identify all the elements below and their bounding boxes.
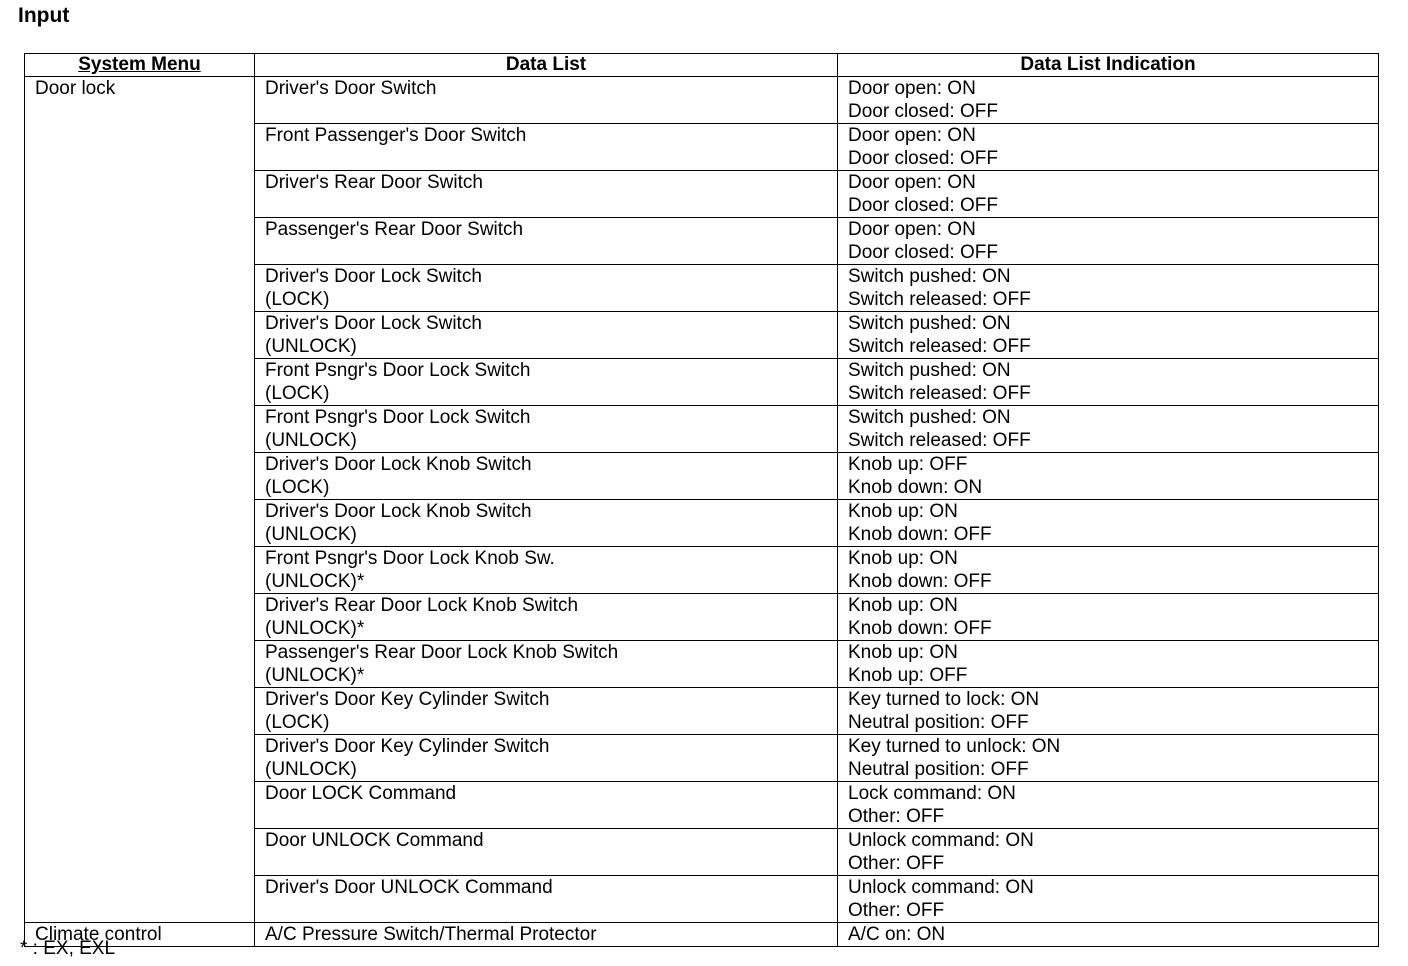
indication-text: Neutral position: OFF bbox=[848, 712, 1029, 733]
data-list-text: (LOCK) bbox=[265, 477, 330, 498]
data-list-text: Driver's Door Lock Switch bbox=[265, 313, 482, 334]
data-list-indication-cell bbox=[838, 688, 1379, 735]
data-list-indication-cell bbox=[838, 77, 1379, 124]
data-list-indication-cell bbox=[838, 453, 1379, 500]
indication-text: Switch pushed: ON bbox=[848, 360, 1011, 381]
data-list-text: (LOCK) bbox=[265, 289, 330, 310]
indication-text: Knob up: ON bbox=[848, 642, 958, 663]
data-list-text: Driver's Door Switch bbox=[265, 78, 437, 99]
column-header-data-list-indication: Data List Indication bbox=[838, 54, 1379, 77]
system-menu-cell: Door lock bbox=[25, 77, 255, 923]
indication-text: Switch pushed: ON bbox=[848, 407, 1011, 428]
data-list-text: Front Psngr's Door Lock Switch bbox=[265, 407, 531, 428]
data-list-text: Driver's Door Key Cylinder Switch bbox=[265, 736, 550, 757]
data-list-text: Front Psngr's Door Lock Switch bbox=[265, 360, 531, 381]
indication-text: Door open: ON bbox=[848, 78, 976, 99]
data-list-indication-cell bbox=[838, 359, 1379, 406]
data-list-text: Door UNLOCK Command bbox=[265, 830, 484, 851]
indication-text: Other: OFF bbox=[848, 900, 945, 921]
indication-text: Key turned to lock: ON bbox=[848, 689, 1040, 710]
indication-text: Knob down: ON bbox=[848, 477, 983, 498]
data-list-text: (UNLOCK) bbox=[265, 759, 357, 780]
data-list-cell bbox=[255, 641, 838, 688]
indication-text: Switch released: OFF bbox=[848, 430, 1031, 451]
data-list-cell bbox=[255, 124, 838, 171]
system-menu-cell: Climate control bbox=[25, 923, 255, 947]
data-list-cell bbox=[255, 218, 838, 265]
table-row bbox=[25, 77, 1379, 124]
data-list-cell bbox=[255, 77, 838, 124]
indication-text: Switch released: OFF bbox=[848, 289, 1031, 310]
indication-text: Unlock command: ON bbox=[848, 830, 1034, 851]
data-list-cell bbox=[255, 688, 838, 735]
indication-text: Other: OFF bbox=[848, 853, 945, 874]
data-list-indication-cell bbox=[838, 124, 1379, 171]
data-list-indication-cell bbox=[838, 218, 1379, 265]
data-list-text: Driver's Door UNLOCK Command bbox=[265, 877, 553, 898]
data-list-cell bbox=[255, 265, 838, 312]
data-list-cell bbox=[255, 171, 838, 218]
data-list-indication-cell bbox=[838, 265, 1379, 312]
data-list-indication-cell bbox=[838, 876, 1379, 923]
data-list-cell bbox=[255, 312, 838, 359]
data-list-text: Driver's Rear Door Switch bbox=[265, 172, 483, 193]
indication-text: Knob up: OFF bbox=[848, 454, 968, 475]
indication-text: Switch pushed: ON bbox=[848, 313, 1011, 334]
data-list-text: Door LOCK Command bbox=[265, 783, 457, 804]
footnote: * : EX, EXL bbox=[20, 938, 116, 959]
indication-text: Knob up: ON bbox=[848, 548, 958, 569]
indication-text: Knob down: OFF bbox=[848, 524, 992, 545]
data-list-text: A/C Pressure Switch/Thermal Protector bbox=[265, 924, 597, 945]
data-list-text: (UNLOCK)* bbox=[265, 665, 365, 686]
indication-text: Switch released: OFF bbox=[848, 383, 1031, 404]
data-list-cell bbox=[255, 453, 838, 500]
data-list-text: Driver's Door Lock Switch bbox=[265, 266, 482, 287]
data-list-text: Driver's Door Lock Knob Switch bbox=[265, 501, 532, 522]
data-list-text: (UNLOCK)* bbox=[265, 618, 365, 639]
data-list-cell bbox=[255, 735, 838, 782]
data-list-text: (UNLOCK) bbox=[265, 524, 357, 545]
column-header-data-list: Data List bbox=[255, 54, 838, 77]
table-row bbox=[25, 923, 1379, 947]
data-list-indication-cell bbox=[838, 829, 1379, 876]
data-list-text: (LOCK) bbox=[265, 712, 330, 733]
indication-text: Knob down: OFF bbox=[848, 618, 992, 639]
data-list-indication-cell bbox=[838, 312, 1379, 359]
data-list-text: (UNLOCK) bbox=[265, 336, 357, 357]
data-list-indication-cell bbox=[838, 923, 1379, 947]
indication-text: A/C on: ON bbox=[848, 924, 946, 945]
data-list-text: Driver's Door Lock Knob Switch bbox=[265, 454, 532, 475]
column-header-system-menu: System Menu bbox=[25, 54, 255, 77]
data-list-cell bbox=[255, 876, 838, 923]
data-list-cell bbox=[255, 547, 838, 594]
indication-text: Door closed: OFF bbox=[848, 242, 998, 263]
data-list-indication-cell bbox=[838, 641, 1379, 688]
indication-text: Lock command: ON bbox=[848, 783, 1016, 804]
data-list-indication-cell bbox=[838, 735, 1379, 782]
data-list-cell bbox=[255, 594, 838, 641]
data-list-cell bbox=[255, 359, 838, 406]
indication-text: Switch pushed: ON bbox=[848, 266, 1011, 287]
data-list-cell bbox=[255, 829, 838, 876]
data-list-cell bbox=[255, 406, 838, 453]
indication-text: Knob up: ON bbox=[848, 595, 958, 616]
data-list-cell bbox=[255, 923, 838, 947]
data-list-indication-cell bbox=[838, 500, 1379, 547]
data-list-text: (UNLOCK)* bbox=[265, 571, 365, 592]
data-list-indication-cell bbox=[838, 406, 1379, 453]
indication-text: Key turned to unlock: ON bbox=[848, 736, 1061, 757]
table-header-row bbox=[25, 54, 1379, 77]
indication-text: Door open: ON bbox=[848, 172, 976, 193]
climate-control-group bbox=[25, 923, 1379, 947]
data-list-indication-cell bbox=[838, 547, 1379, 594]
indication-text: Door open: ON bbox=[848, 219, 976, 240]
indication-text: Switch released: OFF bbox=[848, 336, 1031, 357]
data-list-cell bbox=[255, 500, 838, 547]
data-list-cell bbox=[255, 782, 838, 829]
indication-text: Knob down: OFF bbox=[848, 571, 992, 592]
indication-text: Door closed: OFF bbox=[848, 101, 998, 122]
indication-text: Door closed: OFF bbox=[848, 148, 998, 169]
data-list-text: Front Passenger's Door Switch bbox=[265, 125, 527, 146]
indication-text: Knob up: OFF bbox=[848, 665, 968, 686]
data-list-text: (LOCK) bbox=[265, 383, 330, 404]
data-list-text: Passenger's Rear Door Switch bbox=[265, 219, 524, 240]
indication-text: Other: OFF bbox=[848, 806, 945, 827]
indication-text: Door closed: OFF bbox=[848, 195, 998, 216]
data-list-indication-cell bbox=[838, 594, 1379, 641]
page-title: Input bbox=[18, 4, 70, 27]
data-list-text: Driver's Door Key Cylinder Switch bbox=[265, 689, 550, 710]
indication-text: Unlock command: ON bbox=[848, 877, 1034, 898]
data-list-indication-cell bbox=[838, 171, 1379, 218]
data-list-text: Passenger's Rear Door Lock Knob Switch bbox=[265, 642, 619, 663]
data-list-table bbox=[24, 53, 1379, 947]
door-lock-group bbox=[25, 77, 1379, 923]
indication-text: Knob up: ON bbox=[848, 501, 958, 522]
indication-text: Neutral position: OFF bbox=[848, 759, 1029, 780]
data-list-text: Front Psngr's Door Lock Knob Sw. bbox=[265, 548, 555, 569]
data-list-text: Driver's Rear Door Lock Knob Switch bbox=[265, 595, 579, 616]
data-list-text: (UNLOCK) bbox=[265, 430, 357, 451]
data-list-indication-cell bbox=[838, 782, 1379, 829]
indication-text: Door open: ON bbox=[848, 125, 976, 146]
